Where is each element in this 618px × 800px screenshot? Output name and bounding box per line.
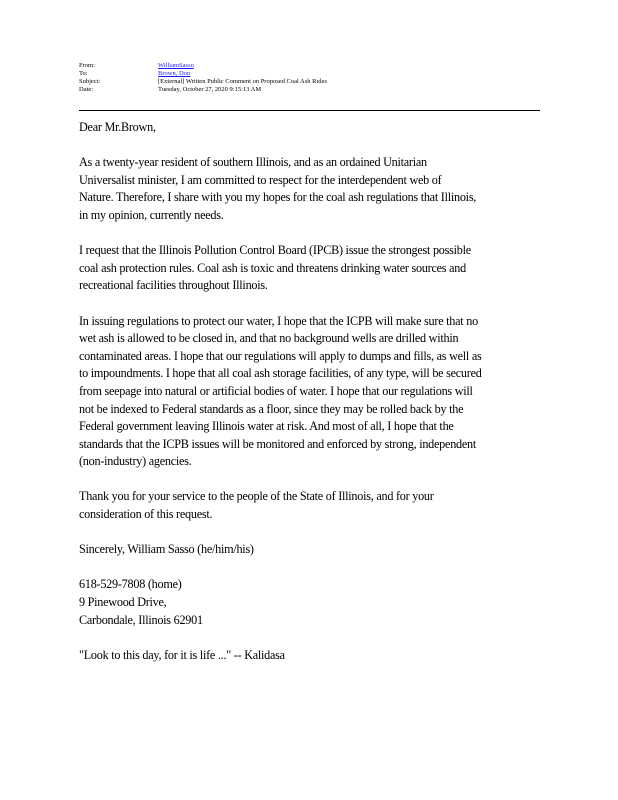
body-line: coal ash protection rules. Coal ash is toxic and threatens drinking water sources and bbox=[79, 260, 466, 275]
signoff: Sincerely, William Sasso (he/him/his) bbox=[79, 542, 254, 557]
body-line: contaminated areas. I hope that our regulations will apply to dumps and fills, as well as bbox=[79, 348, 482, 363]
body-line: to impoundments. I hope that all coal ash storage facilities, of any type, will be secured bbox=[79, 366, 482, 381]
paragraph-3 bbox=[79, 313, 549, 471]
from-row bbox=[79, 62, 539, 70]
body-line: Thank you for your service to the people of the State of Illinois, and for your bbox=[79, 489, 434, 504]
subject-row bbox=[79, 78, 539, 86]
to-link[interactable]: Brown, Don bbox=[158, 70, 191, 77]
body-line: consideration of this request. bbox=[79, 507, 213, 522]
quote: "Look to this day, for it is life ..." -- Kalidasa bbox=[79, 647, 285, 662]
body-line: Universalist minister, I am committed to respect for the interdependent web of bbox=[79, 172, 442, 187]
paragraph-1 bbox=[79, 154, 549, 224]
body-line: In issuing regulations to protect our water, I hope that the ICPB will make sure that no bbox=[79, 313, 478, 328]
body-line: standards that the ICPB issues will be monitored and enforced by strong, independent bbox=[79, 436, 477, 451]
greeting: Dear Mr.Brown, bbox=[79, 120, 156, 134]
paragraph-2 bbox=[79, 242, 549, 295]
body-line: Nature. Therefore, I share with you my hopes for the coal ash regulations that Illinois, bbox=[79, 190, 477, 205]
from-link[interactable]: WilliamSasso bbox=[158, 62, 194, 69]
from-label: From: bbox=[79, 62, 95, 69]
email-header bbox=[79, 62, 539, 94]
body-line: recreational facilities throughout Illinois. bbox=[79, 278, 268, 293]
body-line: not be indexed to Federal standards as a floor, since they may be rolled back by the bbox=[79, 401, 464, 416]
subject-value: [External] Written Public Comment on Proposed Coal Ash Rules bbox=[158, 78, 327, 85]
to-row bbox=[79, 70, 539, 78]
header-divider bbox=[79, 110, 540, 111]
date-row bbox=[79, 86, 539, 94]
contact-block bbox=[79, 576, 549, 629]
body-line: (non-industry) agencies. bbox=[79, 454, 192, 469]
date-value: Tuesday, October 27, 2020 9:15:13 AM bbox=[158, 86, 262, 93]
date-label: Date: bbox=[79, 86, 94, 93]
body-line: from seepage into natural or artificial bodies of water. I hope that our regulations will bbox=[79, 383, 473, 398]
city-address: Carbondale, Illinois 62901 bbox=[79, 612, 203, 627]
body-line: in my opinion, currently needs. bbox=[79, 207, 224, 222]
body-line: Federal government leaving Illinois water at risk. And most of all, I hope that the bbox=[79, 419, 454, 434]
phone: 618-529-7808 (home) bbox=[79, 577, 182, 592]
subject-label: Subject: bbox=[79, 78, 101, 85]
to-label: To: bbox=[79, 70, 88, 77]
body-line: As a twenty-year resident of southern Illinois, and as an ordained Unitarian bbox=[79, 155, 427, 170]
paragraph-4 bbox=[79, 488, 549, 523]
street-address: 9 Pinewood Drive, bbox=[79, 595, 167, 610]
body-line: wet ash is allowed to be closed in, and that no background wells are drilled within bbox=[79, 331, 459, 346]
email-body bbox=[79, 119, 549, 682]
body-line: I request that the Illinois Pollution Control Board (IPCB) issue the strongest possible bbox=[79, 243, 471, 258]
